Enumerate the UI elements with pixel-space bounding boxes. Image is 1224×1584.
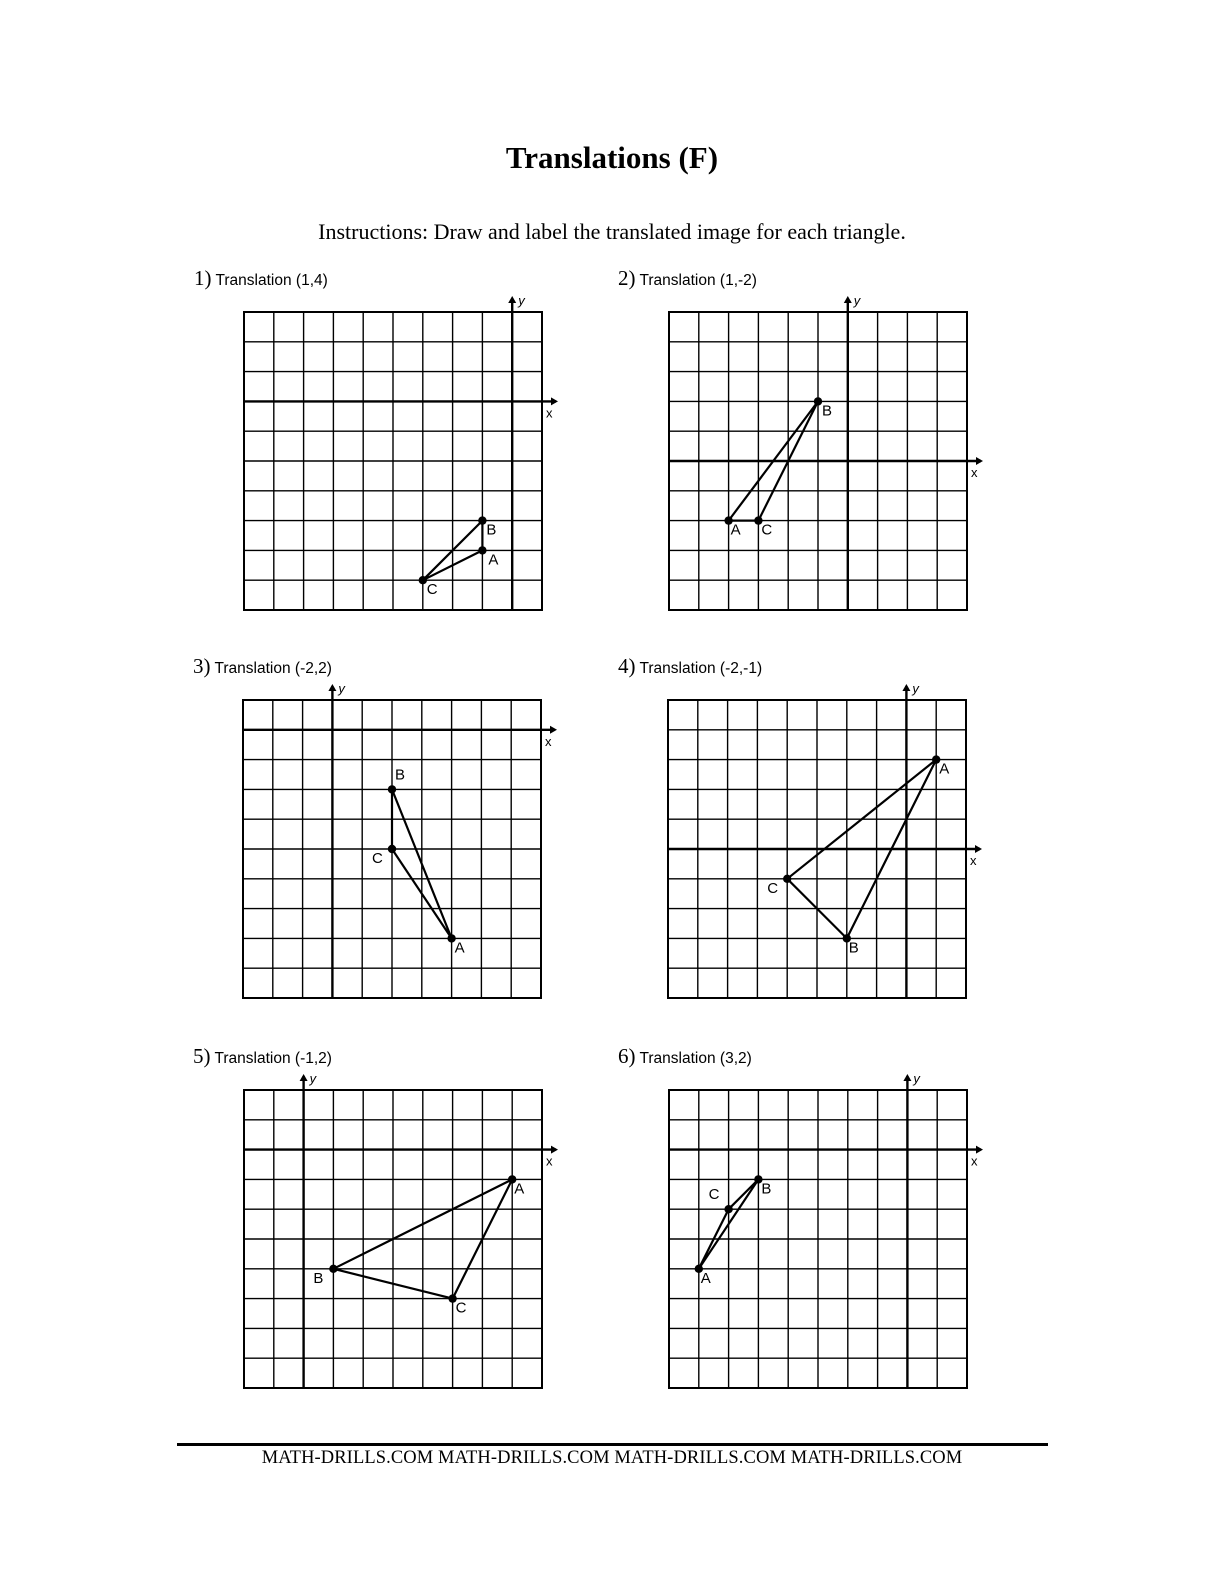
x-axis-label: x <box>545 733 552 749</box>
y-axis-label: y <box>518 293 525 308</box>
x-axis-label: x <box>970 853 977 868</box>
vertex-point-b <box>814 397 822 405</box>
vertex-label-c: C <box>455 1299 467 1317</box>
vertex-label-a: A <box>939 760 950 778</box>
vertex-point-c <box>419 576 427 584</box>
problem-heading <box>193 1044 332 1069</box>
problem-number: 1) <box>194 266 212 290</box>
vertex-point-b <box>329 1265 337 1273</box>
y-axis-arrow <box>902 684 910 691</box>
vertex-label-b: B <box>395 766 406 784</box>
y-axis-label: y <box>912 681 919 696</box>
vertex-label-b: B <box>848 939 859 957</box>
vertex-label-b: B <box>486 521 497 539</box>
coordinate-grid-6 <box>669 1071 978 1388</box>
x-axis-label: x <box>971 1153 978 1169</box>
vertex-label-c: C <box>426 581 438 599</box>
coordinate-grid-4 <box>668 681 977 998</box>
coordinate-grid-2 <box>669 293 978 610</box>
vertex-label-b: B <box>313 1269 324 1287</box>
page-title: Translations (F) <box>505 140 719 175</box>
vertex-point-c <box>783 875 791 883</box>
problem-heading <box>618 266 757 291</box>
vertex-label-a: A <box>488 551 499 569</box>
vertex-point-c <box>388 845 396 853</box>
problem-label: Translation (3,2) <box>639 1050 752 1067</box>
y-axis-arrow <box>844 296 852 303</box>
y-axis-label: y <box>853 293 861 308</box>
x-axis-arrow <box>976 1146 983 1154</box>
vertex-point-b <box>478 516 486 524</box>
vertex-label-a: A <box>730 521 741 539</box>
problem-label: Translation (-2,2) <box>214 660 332 677</box>
vertex-label-c: C <box>372 850 383 867</box>
y-axis-label: y <box>338 681 345 696</box>
y-axis-arrow <box>328 684 336 691</box>
coordinate-grid-1 <box>244 293 553 610</box>
vertex-label-b: B <box>822 402 833 420</box>
problem-number: 3) <box>193 654 211 678</box>
vertex-label-b: B <box>761 1180 772 1198</box>
y-axis-label: y <box>309 1071 317 1086</box>
x-axis-arrow <box>550 726 557 734</box>
y-axis-arrow <box>903 1074 911 1081</box>
problem-heading <box>194 266 328 291</box>
x-axis-label: x <box>546 405 553 421</box>
vertex-label-a: A <box>514 1180 525 1198</box>
x-axis-arrow <box>975 845 982 853</box>
y-axis-arrow <box>300 1074 308 1081</box>
problem-label: Translation (-2,-1) <box>639 660 763 677</box>
instructions: Instructions: Draw and label the translated image for each triangle. <box>318 219 906 244</box>
problem-label: Translation (-1,2) <box>214 1050 332 1067</box>
vertex-point-b <box>388 785 396 793</box>
problem-heading <box>618 1044 752 1069</box>
y-axis-arrow <box>508 296 516 303</box>
footer-text: MATH-DRILLS.COM MATH-DRILLS.COM MATH-DRILLS.COM MATH-DRILLS.COM <box>261 1448 963 1468</box>
x-axis-arrow <box>551 397 558 405</box>
problem-label: Translation (1,-2) <box>639 272 757 289</box>
y-axis-label: y <box>913 1071 920 1086</box>
x-axis-label: x <box>971 465 978 480</box>
problem-number: 5) <box>193 1044 211 1068</box>
coordinate-grid-3 <box>243 681 552 998</box>
vertex-label-a: A <box>454 939 465 957</box>
problem-label: Translation (1,4) <box>215 272 328 289</box>
problem-number: 4) <box>618 654 636 678</box>
x-axis-arrow <box>976 457 983 465</box>
x-axis-arrow <box>551 1146 558 1154</box>
coordinate-grid-5 <box>244 1071 553 1388</box>
vertex-label-c: C <box>767 879 779 897</box>
vertex-label-c: C <box>761 521 773 539</box>
problem-number: 2) <box>618 266 636 290</box>
vertex-point-c <box>724 1205 732 1213</box>
problem-heading <box>193 654 332 679</box>
problem-number: 6) <box>618 1044 636 1068</box>
vertex-label-c: C <box>708 1186 720 1204</box>
footer-divider <box>177 1443 1048 1446</box>
x-axis-label: x <box>546 1153 553 1169</box>
vertex-point-a <box>478 546 486 554</box>
problem-heading <box>618 654 762 679</box>
vertex-label-a: A <box>700 1269 711 1287</box>
